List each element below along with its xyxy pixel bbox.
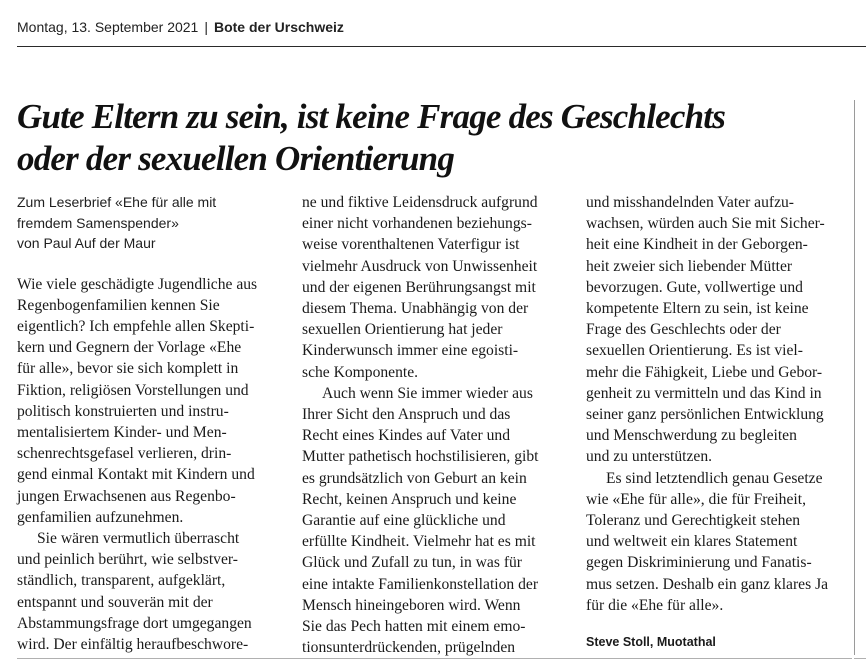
body-line: heit zweier sich liebender Mütter — [586, 257, 793, 275]
lead-line: fremdem Samenspender» — [17, 214, 179, 231]
body-line: jungen Erwachsenen aus Regenbo- — [17, 487, 236, 505]
body-line: und zu unterstützen. — [586, 448, 713, 466]
body-line: wachsen, würden auch Sie mit Sicher- — [586, 215, 825, 233]
body-line: Kinderwunsch immer eine egoisti- — [302, 342, 519, 360]
body-line: es grundsätzlich von Geburt an kein — [302, 469, 527, 487]
page-header — [17, 19, 344, 35]
body-line: ständlich, transparent, aufgeklärt, — [17, 572, 226, 590]
body-line: und Menschwerdung zu begleiten — [586, 427, 797, 445]
body-line: bevorzugen. Gute, vollwertige und — [586, 278, 803, 296]
body-line: Mutter pathetisch hochstilisieren, gibt — [302, 448, 539, 466]
header-divider — [17, 46, 866, 47]
column-edge-rule — [854, 100, 855, 655]
body-line: gegen Diskriminierung und Fanatis- — [586, 554, 812, 572]
body-line: kompetente Eltern zu sein, ist keine — [586, 300, 809, 318]
footer-divider-right — [854, 658, 866, 659]
body-line: sexuellen Orientierung. Es ist viel- — [586, 342, 803, 360]
body-line: wird. Der einfältig heraufbeschwore- — [17, 635, 249, 653]
body-line: sche Komponente. — [302, 363, 419, 381]
body-line: Frage des Geschlechts oder der — [586, 321, 781, 339]
headline-line: oder der sexuellen Orientierung — [17, 139, 455, 178]
body-line: mentalisiertem Kinder- und Men- — [17, 423, 227, 441]
lead-line: Zum Leserbrief «Ehe für alle mit — [17, 194, 217, 210]
body-line: und peinlich berührt, wie selbstver- — [17, 551, 238, 569]
body-line: Es sind letztendlich genau Gesetze — [606, 469, 823, 487]
body-line: Mensch hineingeboren wird. Wenn — [302, 596, 521, 614]
body-line: für die «Ehe für alle». — [586, 596, 724, 614]
body-line: genheit zu vermitteln und das Kind in — [586, 384, 822, 402]
article-column-3 — [586, 192, 848, 653]
body-line: und der eigenen Berührungsangst mit — [302, 278, 536, 296]
body-line: erfüllte Kindheit. Vielmehr hat es mit — [302, 533, 536, 551]
issue-date: Montag, 13. September 2021 — [17, 19, 199, 35]
body-line: seiner ganz persönlichen Entwicklung — [586, 406, 824, 424]
publication-name: Bote der Urschweiz — [213, 19, 344, 35]
header-separator: | — [204, 19, 208, 35]
body-line: eine intakte Familienkonstellation der — [302, 575, 539, 593]
body-line: Sie das Pech hatten mit einem emo- — [302, 618, 526, 636]
body-line: mehr die Fähigkeit, Liebe und Gebor- — [586, 363, 823, 381]
body-line: heit eine Kindheit in der Geborgen- — [586, 236, 808, 254]
body-line: und weltweit ein klares Statement — [586, 533, 798, 551]
body-line: vielmehr Ausdruck von Unwissenheit — [302, 257, 538, 275]
body-line: gend einmal Kontakt mit Kindern und — [17, 466, 255, 484]
body-line: weise vorenthaltenen Vaterfigur ist — [302, 236, 520, 254]
body-line: kern und Gegnern der Vorlage «Ehe — [17, 339, 242, 357]
body-line: Fiktion, religiösen Vorstellungen und — [17, 381, 249, 399]
body-line: entspannt und souverän mit der — [17, 593, 213, 611]
body-line: tionsunterdrückenden, prügelnden — [302, 639, 516, 657]
body-line: diesem Thema. Unabhängig von der — [302, 300, 529, 318]
body-line: politisch konstruierten und instru- — [17, 402, 229, 420]
body-line: Glück und Zufall zu tun, in was für — [302, 554, 522, 572]
headline-line: Gute Eltern zu sein, ist keine Frage des Geschlechts — [17, 97, 726, 136]
article-column-1 — [17, 192, 282, 655]
letter-reference — [17, 192, 282, 254]
article-headline — [17, 96, 847, 180]
body-line: mus setzen. Deshalb ein ganz klares Ja — [586, 575, 829, 593]
body-line: Wie viele geschädigte Jugendliche aus — [17, 275, 258, 293]
body-line: einer nicht vorhandenen beziehungs- — [302, 215, 532, 233]
body-line: eigentlich? Ich empfehle allen Skepti- — [17, 317, 255, 335]
body-line: für alle», bevor sie sich komplett in — [17, 360, 239, 378]
body-line: Ihrer Sicht den Anspruch und das — [302, 406, 511, 424]
body-line: Toleranz und Gerechtigkeit stehen — [586, 512, 801, 530]
body-line: Recht eines Kindes auf Vater und — [302, 427, 511, 445]
body-line: Recht, keinen Anspruch und keine — [302, 490, 517, 508]
body-line: wie «Ehe für alle», die für Freiheit, — [586, 490, 806, 508]
body-line: genfamilien aufzunehmen. — [17, 508, 184, 526]
body-line: ne und fiktive Leidensdruck aufgrund — [302, 194, 538, 211]
body-line: sexuellen Orientierung hat jeder — [302, 321, 503, 339]
letter-author: Steve Stoll, Muotathal — [586, 635, 716, 650]
lead-line: von Paul Auf der Maur — [17, 235, 156, 251]
body-line: und misshandelnden Vater aufzu- — [586, 194, 795, 211]
article-column-2 — [302, 192, 570, 658]
body-line: schenrechtsgefasel verlieren, drin- — [17, 445, 232, 463]
body-line: Sie wären vermutlich überrascht — [37, 529, 240, 547]
body-line: Auch wenn Sie immer wieder aus — [322, 384, 533, 402]
body-line: Regenbogenfamilien kennen Sie — [17, 296, 220, 314]
body-line: Abstammungsfrage dort umgegangen — [17, 614, 252, 632]
body-line: Garantie auf eine glückliche und — [302, 512, 506, 530]
